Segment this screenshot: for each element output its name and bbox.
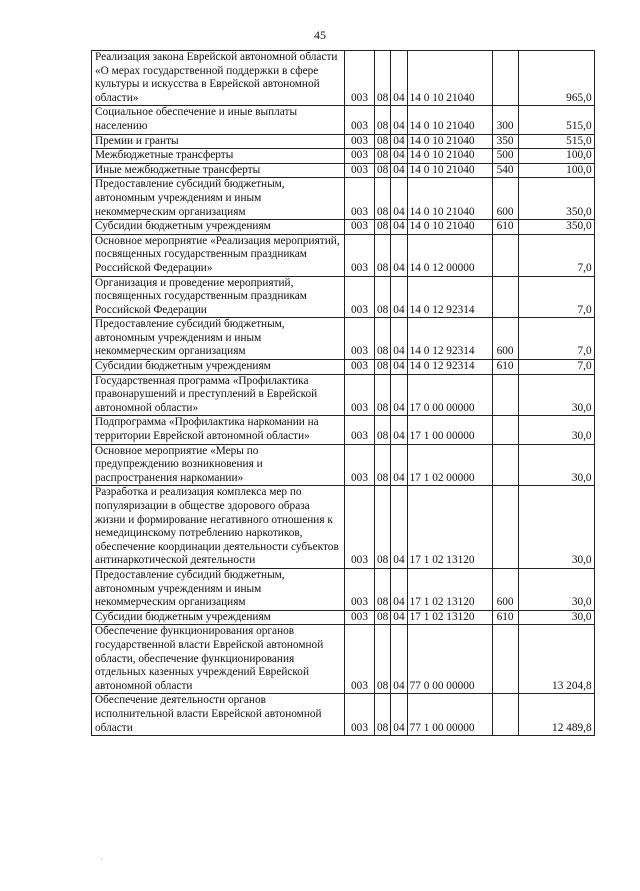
row-ved-code: 003 <box>345 106 375 134</box>
row-section-code: 08 <box>375 610 391 625</box>
table-row <box>92 568 595 610</box>
row-target-article-code: 77 0 00 00000 <box>407 625 492 694</box>
row-name: Предоставление субсидий бюджетным, автономным учреждениям и иным некоммерческим организациям <box>92 178 345 220</box>
row-section-code: 08 <box>375 416 391 444</box>
row-target-article-code: 14 0 10 21040 <box>407 106 492 134</box>
row-name: Реализация закона Еврейской автономной области «О мерах государственной поддержки в сфере культуры и искусства в Еврейской автономной области» <box>92 51 345 106</box>
row-target-article-code: 14 0 12 92314 <box>407 276 492 318</box>
row-expense-type-code <box>492 486 518 569</box>
row-expense-type-code <box>492 625 518 694</box>
row-target-article-code: 14 0 10 21040 <box>407 51 492 106</box>
row-amount: 100,0 <box>518 149 594 164</box>
row-expense-type-code: 610 <box>492 360 518 375</box>
row-section-code: 08 <box>375 163 391 178</box>
row-name: Предоставление субсидий бюджетным, автономным учреждениям и иным некоммерческим организациям <box>92 318 345 360</box>
row-amount: 7,0 <box>518 318 594 360</box>
row-expense-type-code: 600 <box>492 318 518 360</box>
row-ved-code: 003 <box>345 234 375 276</box>
row-target-article-code: 17 1 02 00000 <box>407 444 492 486</box>
row-section-code: 08 <box>375 106 391 134</box>
row-amount: 7,0 <box>518 360 594 375</box>
row-subsection-code: 04 <box>391 149 407 164</box>
row-section-code: 08 <box>375 276 391 318</box>
row-name: Межбюджетные трансферты <box>92 149 345 164</box>
row-amount: 30,0 <box>518 374 594 416</box>
table-row <box>92 134 595 149</box>
row-name: Обеспечение деятельности органов исполнительной власти Еврейской автономной области <box>92 694 345 736</box>
row-ved-code: 003 <box>345 568 375 610</box>
row-subsection-code: 04 <box>391 318 407 360</box>
table-row <box>92 106 595 134</box>
table-row <box>92 178 595 220</box>
row-ved-code: 003 <box>345 51 375 106</box>
table-row <box>92 220 595 235</box>
row-expense-type-code <box>492 374 518 416</box>
table-row <box>92 276 595 318</box>
row-section-code: 08 <box>375 374 391 416</box>
row-target-article-code: 14 0 12 92314 <box>407 318 492 360</box>
row-name: Обеспечение функционирования органов государственной власти Еврейской автономной области, обеспечение функционирования отдельных казенных учреждений Еврейской автономной области <box>92 625 345 694</box>
row-amount: 7,0 <box>518 234 594 276</box>
row-name: Разработка и реализация комплекса мер по популяризации в обществе здорового образа жизни и формирование негативного отношения к немедицинскому потреблению наркотиков, обеспечение координации деятельности субъектов антинаркотической деятельности <box>92 486 345 569</box>
row-target-article-code: 17 1 02 13120 <box>407 610 492 625</box>
table-row <box>92 625 595 694</box>
row-expense-type-code <box>492 51 518 106</box>
row-subsection-code: 04 <box>391 234 407 276</box>
row-name: Премии и гранты <box>92 134 345 149</box>
table-row <box>92 444 595 486</box>
row-section-code: 08 <box>375 178 391 220</box>
row-section-code: 08 <box>375 220 391 235</box>
row-name: Подпрограмма «Профилактика наркомании на территории Еврейской автономной области» <box>92 416 345 444</box>
row-expense-type-code: 350 <box>492 134 518 149</box>
row-target-article-code: 17 1 02 13120 <box>407 486 492 569</box>
table-row <box>92 51 595 106</box>
row-ved-code: 003 <box>345 149 375 164</box>
row-expense-type-code <box>492 234 518 276</box>
row-amount: 13 204,8 <box>518 625 594 694</box>
row-subsection-code: 04 <box>391 106 407 134</box>
row-name: Предоставление субсидий бюджетным, автономным учреждениям и иным некоммерческим организациям <box>92 568 345 610</box>
table-row <box>92 374 595 416</box>
row-target-article-code: 17 1 00 00000 <box>407 416 492 444</box>
row-name: Субсидии бюджетным учреждениям <box>92 220 345 235</box>
row-subsection-code: 04 <box>391 220 407 235</box>
row-amount: 100,0 <box>518 163 594 178</box>
row-amount: 30,0 <box>518 610 594 625</box>
table-row <box>92 318 595 360</box>
row-subsection-code: 04 <box>391 610 407 625</box>
row-expense-type-code <box>492 444 518 486</box>
row-expense-type-code <box>492 694 518 736</box>
row-section-code: 08 <box>375 568 391 610</box>
row-ved-code: 003 <box>345 276 375 318</box>
row-target-article-code: 14 0 10 21040 <box>407 220 492 235</box>
row-ved-code: 003 <box>345 486 375 569</box>
row-amount: 350,0 <box>518 178 594 220</box>
table-row <box>92 416 595 444</box>
page-number: 45 <box>314 28 326 42</box>
row-subsection-code: 04 <box>391 625 407 694</box>
row-ved-code: 003 <box>345 318 375 360</box>
row-target-article-code: 17 1 02 13120 <box>407 568 492 610</box>
row-ved-code: 003 <box>345 178 375 220</box>
row-expense-type-code: 540 <box>492 163 518 178</box>
row-subsection-code: 04 <box>391 360 407 375</box>
row-subsection-code: 04 <box>391 416 407 444</box>
row-target-article-code: 77 1 00 00000 <box>407 694 492 736</box>
row-name: Организация и проведение мероприятий, посвященных государственным праздникам Российской Федерации <box>92 276 345 318</box>
row-ved-code: 003 <box>345 610 375 625</box>
row-target-article-code: 14 0 10 21040 <box>407 163 492 178</box>
row-expense-type-code <box>492 276 518 318</box>
table-row <box>92 234 595 276</box>
row-expense-type-code: 610 <box>492 220 518 235</box>
row-name: Государственная программа «Профилактика правонарушений и преступлений в Еврейской автономной области» <box>92 374 345 416</box>
row-amount: 30,0 <box>518 444 594 486</box>
row-target-article-code: 14 0 10 21040 <box>407 134 492 149</box>
row-expense-type-code: 610 <box>492 610 518 625</box>
row-name: Основное мероприятие «Реализация мероприятий, посвященных государственным праздникам Российской Федерации» <box>92 234 345 276</box>
row-amount: 30,0 <box>518 486 594 569</box>
row-section-code: 08 <box>375 134 391 149</box>
row-expense-type-code: 500 <box>492 149 518 164</box>
row-section-code: 08 <box>375 360 391 375</box>
row-ved-code: 003 <box>345 134 375 149</box>
row-expense-type-code <box>492 416 518 444</box>
row-ved-code: 003 <box>345 625 375 694</box>
row-subsection-code: 04 <box>391 694 407 736</box>
table-row <box>92 360 595 375</box>
row-target-article-code: 14 0 10 21040 <box>407 178 492 220</box>
row-target-article-code: 17 0 00 00000 <box>407 374 492 416</box>
row-subsection-code: 04 <box>391 276 407 318</box>
row-section-code: 08 <box>375 149 391 164</box>
row-section-code: 08 <box>375 486 391 569</box>
table-row <box>92 486 595 569</box>
row-ved-code: 003 <box>345 163 375 178</box>
row-ved-code: 003 <box>345 220 375 235</box>
row-name: Субсидии бюджетным учреждениям <box>92 360 345 375</box>
row-name: Субсидии бюджетным учреждениям <box>92 610 345 625</box>
row-subsection-code: 04 <box>391 178 407 220</box>
row-section-code: 08 <box>375 234 391 276</box>
row-name: Иные межбюджетные трансферты <box>92 163 345 178</box>
row-subsection-code: 04 <box>391 374 407 416</box>
row-section-code: 08 <box>375 444 391 486</box>
row-amount: 30,0 <box>518 416 594 444</box>
table-row <box>92 149 595 164</box>
row-expense-type-code: 600 <box>492 568 518 610</box>
table-row <box>92 694 595 736</box>
row-subsection-code: 04 <box>391 568 407 610</box>
row-section-code: 08 <box>375 694 391 736</box>
row-expense-type-code: 600 <box>492 178 518 220</box>
row-subsection-code: 04 <box>391 444 407 486</box>
row-target-article-code: 14 0 12 92314 <box>407 360 492 375</box>
row-ved-code: 003 <box>345 360 375 375</box>
row-expense-type-code: 300 <box>492 106 518 134</box>
row-amount: 12 489,8 <box>518 694 594 736</box>
row-amount: 7,0 <box>518 276 594 318</box>
row-subsection-code: 04 <box>391 51 407 106</box>
budget-table-body <box>92 51 595 736</box>
row-subsection-code: 04 <box>391 486 407 569</box>
scan-mark: · <box>100 855 103 864</box>
row-target-article-code: 14 0 10 21040 <box>407 149 492 164</box>
row-amount: 30,0 <box>518 568 594 610</box>
row-section-code: 08 <box>375 625 391 694</box>
row-section-code: 08 <box>375 51 391 106</box>
row-ved-code: 003 <box>345 374 375 416</box>
row-amount: 350,0 <box>518 220 594 235</box>
row-section-code: 08 <box>375 318 391 360</box>
row-ved-code: 003 <box>345 694 375 736</box>
row-subsection-code: 04 <box>391 134 407 149</box>
row-subsection-code: 04 <box>391 163 407 178</box>
table-row <box>92 610 595 625</box>
row-amount: 515,0 <box>518 134 594 149</box>
row-amount: 965,0 <box>518 51 594 106</box>
row-name: Социальное обеспечение и иные выплаты населению <box>92 106 345 134</box>
row-name: Основное мероприятие «Меры по предупреждению возникновения и распространения наркомании» <box>92 444 345 486</box>
budget-table <box>91 50 595 736</box>
row-ved-code: 003 <box>345 416 375 444</box>
row-ved-code: 003 <box>345 444 375 486</box>
row-target-article-code: 14 0 12 00000 <box>407 234 492 276</box>
row-amount: 515,0 <box>518 106 594 134</box>
table-row <box>92 163 595 178</box>
